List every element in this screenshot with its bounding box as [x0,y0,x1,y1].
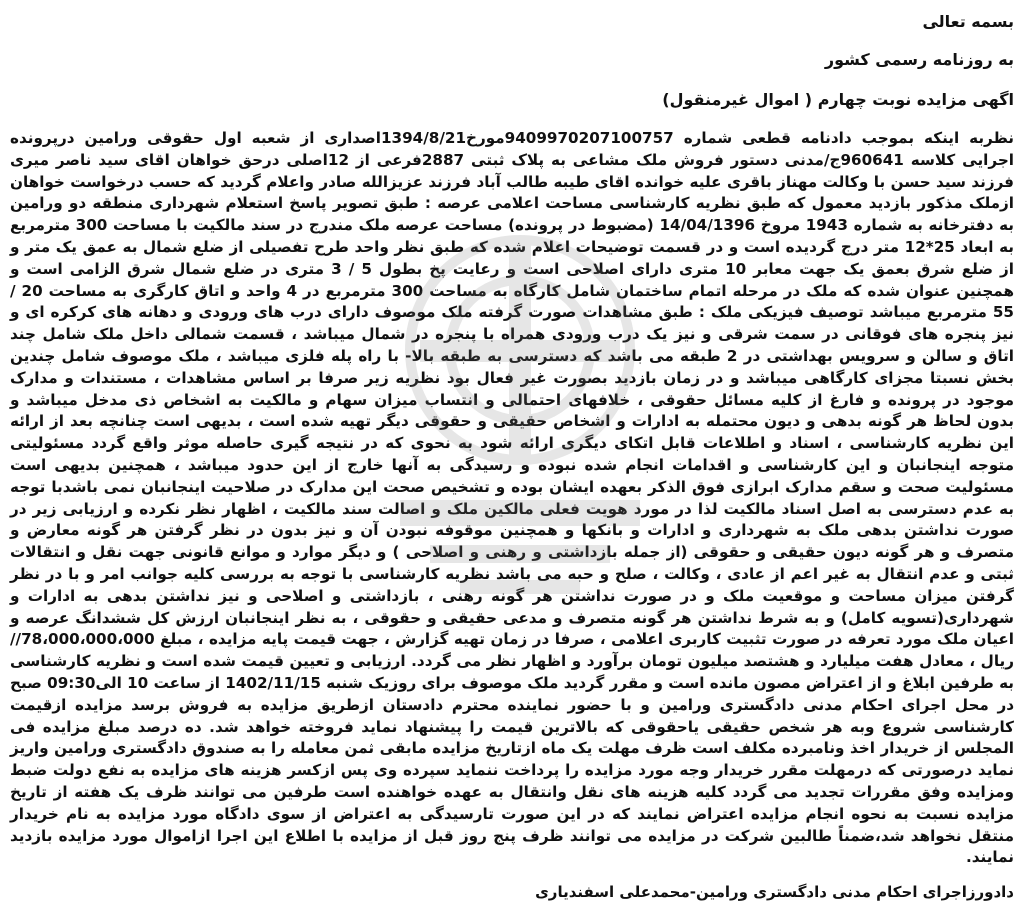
notice-body: نظربه اینکه بموجب دادنامه قطعی شماره 9409970207100757مورخ1394/8/21اصداری از شعبه اول حقوقی ورامین درپرونده اجرایی کلاسه 960641ج/مدنی دستور فروش ملک مشاعی به پلاک ثبتی 2887فرعی از 12اصلی درحق خواهان اقای سید ناصر میری فرزند سید حسن با وکالت مهناز باقری علیه خوانده اقای طیبه طالب آباد فرزند عزیزالله صادر واعلام گردید که حسب درخواست خواهان ازملک مذکور بازدید معمول که طبق نظریه کارشناسی مساحت اعلامی عرصه : طبق تصویر پاسخ استعلام شهرداری منطقه دو ورامین به دفترخانه به شماره 1943 مروخ 14/04/1396 (مضبوط در پرونده) مساحت عرصه ملک مندرج در سند مالکیت با مساحت 300 مترمربع به ابعاد 25*12 متر درج گردیده است و در قسمت توضیحات اعلام شده که طبق نظر واحد طرح تفصیلی از ضلع شمال به عمق یک متر و از ضلع شرق بعمق یک جهت معابر 10 متری دارای اصلاحی است و رعایت پخ بطول 5 / 3 متری در ضلع شمال شرق الزامی است و همچنین عنوان شده که ملک در مرحله اتمام ساختمان شامل کارگاه به مساحت 300 مترمربع در 4 واحد و اتاق کارگری به مساحت 20 / 55 مترمربع میباشد توصیف فیزیکی ملک : طبق مشاهدات صورت گرفته ملک موصوف دارای درب های ورودی و دهانه های کرکره ای و نیز پنجره های فوقانی در سمت شرقی و نیز یک درب ورودی همراه با پنجره در شمال میباشد ، قسمت شمالی داخل ملک شامل چند اتاق و سالن و سرویس بهداشتی در 2 طبقه می باشد که دسترسی به طبقه بالا- با راه پله فلزی میباشد ، ملک موصوف شامل چندین بخش نسبتا مجزای کارگاهی میباشد و در زمان بازدید بصورت غیر فعال بود نظریه زیر صرفا بر اساس مشاهدات ، مستندات و مدارک موجود در پرونده و فارغ از کلیه مسائل حقوقی ، خلافهای احتمالی و انتساب میزان سهام و مالکیت به اشخاص ذی مدخل میباشد و بدون لحاظ هر گونه بدهی و دیون محتمله به ادارات و اشخاص حقیقی و حقوقی دیگر تهیه شده است ، بدیهی است چنانچه بعد از ارائه این نظریه کارشناسی ، اسناد و اطلاعات قابل اتکای دیگری ارائه شود به نحوی که در نتیجه گیری حاصله موثر واقع گردد مسئولیتی متوجه اینجانبان و این کارشناسی و اقدامات انجام شده نبوده و رسیدگی به آنها خارج از این حدود میباشد ، همچنین بدیهی است مسئولیت صحت و سقم مدارک ابرازی فوق الذکر بعهده ایشان بوده و تشخیص صحت این مدارک در صلاحیت اینجانبان نمی باشدبا توجه به عدم دسترسی به اصل اسناد مالکیت لذا در مورد هویت فعلی مالکین ملک و اصالت سند مالکیت ، اظهار نظر نکرده و ارزیابی زیر در صورت نداشتن بدهی ملک به شهرداری و ادارات و بانکها و همچنین موقوفه نبودن آن و نیز بدون در نظر گرفتن هر گونه معارض و متصرف و هر گونه دیون حقیقی و حقوقی (از جمله بازداشتی و رهنی و اصلاحی ) و دیگر موارد و موانع قانونی جهت نقل و انتقالات ثبتی و عدم انتقال به غیر اعم از عادی ، وکالت ، صلح و حبه می باشد نظریه کارشناسی با توجه به بررسی کلیه جوانب امر و با در نظر گرفتن میزان مساحت و موقعیت ملک و در صورت نداشتن هر گونه رهنی ، بازداشتی و اصلاحی و نیز نداشتن بدهی به ادارات و شهرداری(تسویه کامل) و به شرط نداشتن هر گونه متصرف و مدعی حقیقی و حقوقی ، به نظر اینجانبان ارزش کل ششدانگ عرصه و اعیان ملک مورد تعرفه در صورت تثبیت کاربری اعلامی ، صرفا در زمان تهیه گزارش ، جهت قیمت پایه مزایده ، مبلغ 78،000،000،000//ریال ، معادل هفت میلیارد و هشتصد میلیون تومان برآورد و اظهار نظر می گردد. ارزیابی و تعیین قیمت شده است و نظریه کارشناسی به طرفین ابلاغ و از اعتراض مصون مانده است و مقرر گردید ملک موصوف برای روزیک شنبه 1402/11/15 از ساعت 10 الی09:30 صبح در محل اجرای احکام مدنی دادگستری ورامین و با حضور نماینده محترم دادستان ازطریق مزایده به فروش برسد مزایده ازقیمت کارشناسی شروع وبه هر شخص حقیقی یاحقوقی که بالاترین قیمت را پیشنهاد نماید فروخته خواهد شد. ده درصد مبلغ مزایده فی المجلس از خریدار اخذ ونامبرده مکلف است ظرف مهلت یک ماه ازتاریخ مزایده مابقی ثمن معامله را به صندوق دادگستری ورامین واریز نماید درصورتی که درمهلت مقرر خریدار وجه مورد مزایده را پرداخت ننماید سپرده وی پس ازکسر هزینه های مزایده به نفع دولت ضبط ومزایده وفق مقررات تجدید می گردد کلیه هزینه های نقل وانتقال به عهده خواهنده است طرفین می توانند ظرف یک هفته از تاریخ مزایده نسبت به نحوه انجام مزایده اعتراض نمایند که در این صورت تارسیدگی به اعتراض از سوی دادگاه مورد مزایده به نام خریدار منتقل نخواهد شد،ضمناً طالبین شرکت در مزایده می توانند ظرف پنج روز قبل از مزایده با اطلاع این اجرا ازاموال مورد مزایده بازدید نمایند. [10,129,1015,867]
notice-signature: دادورزاجرای احکام مدنی دادگستری ورامین-محمدعلی اسفندیاری [535,883,1014,902]
notice-title: اگهی مزایده نوبت چهارم ( اموال غیرمنقول) [662,90,1014,109]
notice-recipient: به روزنامه رسمی کشور [824,50,1014,69]
notice-heading-basmala: بسمه تعالی [922,12,1014,31]
